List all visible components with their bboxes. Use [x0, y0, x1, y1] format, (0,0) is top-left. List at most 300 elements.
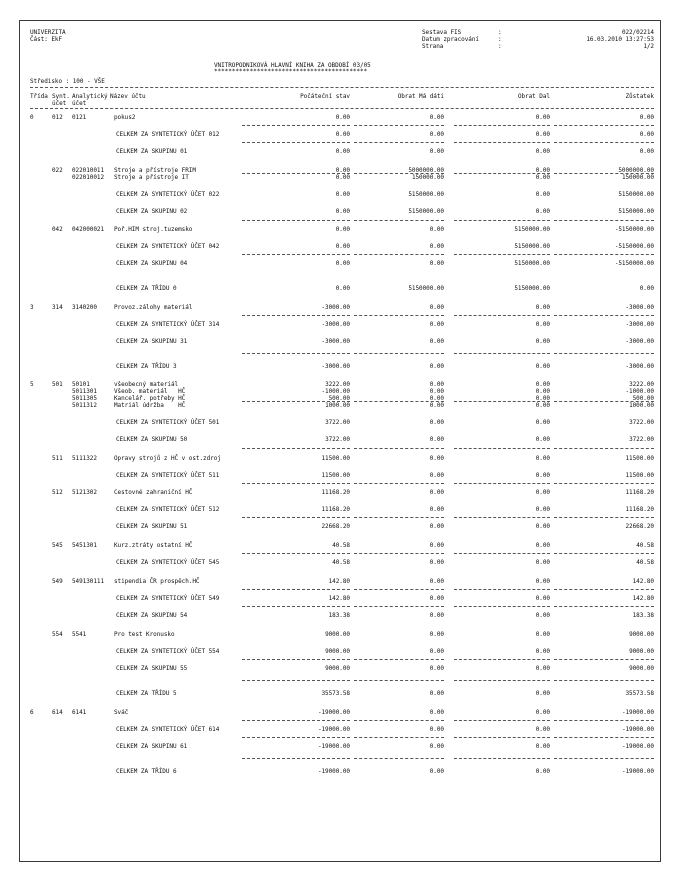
cell-dal: 5150000.00 — [514, 285, 550, 292]
cell-anal: 0121 — [72, 114, 87, 121]
cell-zu: 3222.00 — [629, 381, 654, 388]
cell-zu: 0.00 — [639, 131, 654, 138]
strana-label: Strana — [422, 43, 444, 50]
cell-md: 0.00 — [429, 690, 444, 697]
total-label: CELKEM ZA SYNTETICKÝ ÚČET 022 — [116, 191, 220, 198]
cell-md: 0.00 — [429, 388, 444, 395]
cell-synt: 545 — [52, 542, 63, 549]
col-analyticky: Analytický — [72, 93, 108, 100]
cell-md: 0.00 — [429, 665, 444, 672]
cell-zu: 0.00 — [639, 114, 654, 121]
sestava-value: 022/02214 — [621, 29, 654, 36]
subtotal-rule — [554, 254, 654, 255]
cell-ps: -3000.00 — [321, 363, 350, 370]
cell-anal: 5011312 — [72, 402, 97, 409]
cell-md: 0.00 — [429, 768, 444, 775]
cell-synt: 554 — [52, 631, 63, 638]
colon-2: : — [498, 36, 502, 43]
subtotal-rule — [354, 483, 444, 484]
cell-zu: -5150000.00 — [614, 260, 654, 267]
cell-dal: 0.00 — [535, 726, 550, 733]
cell-zu: -19000.00 — [621, 709, 654, 716]
dept-name: Část: EkF — [30, 36, 63, 43]
cell-dal: 0.00 — [535, 388, 550, 395]
cell-md: 0.00 — [429, 148, 444, 155]
org-name: UNIVERZITA — [30, 29, 66, 36]
cell-dal: 0.00 — [535, 304, 550, 311]
cell-dal: 0.00 — [535, 559, 550, 566]
subtotal-rule — [354, 737, 444, 738]
cell-md: 0.00 — [429, 631, 444, 638]
subtotal-rule — [354, 553, 444, 554]
cell-dal: 0.00 — [535, 489, 550, 496]
subtotal-rule — [454, 254, 550, 255]
cell-ps: 0.00 — [335, 114, 350, 121]
report-page — [19, 20, 661, 862]
subtotal-rule — [242, 659, 350, 660]
total-label: CELKEM ZA TŘÍDU 5 — [116, 690, 177, 697]
total-label: CELKEM ZA SKUPINU 01 — [116, 148, 188, 155]
account-name: pokus2 — [114, 114, 136, 121]
subtotal-rule — [554, 220, 654, 221]
report-title: VNITROPODNIKOVÁ HLAVNÍ KNIHA ZA OBDOBÍ 03/05 — [214, 62, 371, 69]
subtotal-rule — [454, 758, 550, 759]
cell-anal: 3140200 — [72, 304, 97, 311]
cell-zu: 142.80 — [632, 595, 654, 602]
subtotal-rule — [454, 589, 550, 590]
subtotal-rule — [454, 220, 550, 221]
col-zustatek: Zůstatek — [625, 93, 654, 100]
cell-anal: 5011305 — [72, 395, 97, 402]
cell-md: 0.00 — [429, 395, 444, 402]
cell-dal: 0.00 — [535, 436, 550, 443]
cell-ps: 0.00 — [335, 131, 350, 138]
cell-zu: 5150000.00 — [618, 191, 654, 198]
cell-zu: 40.58 — [636, 559, 654, 566]
cell-ps: -3000.00 — [321, 304, 350, 311]
total-label: CELKEM ZA SYNTETICKÝ ÚČET 501 — [116, 419, 220, 426]
cell-zu: 142.80 — [632, 578, 654, 585]
cell-zu: -19000.00 — [621, 743, 654, 750]
col-ucet-2: účet — [72, 100, 87, 107]
subtotal-rule — [454, 553, 550, 554]
cell-ps: 11168.20 — [321, 506, 350, 513]
cell-md: 0.00 — [429, 338, 444, 345]
cell-ps: 11500.00 — [321, 472, 350, 479]
strana-value: 1/2 — [643, 43, 654, 50]
cell-ps: 0.00 — [335, 226, 350, 233]
subtotal-rule — [354, 517, 444, 518]
subtotal-rule — [454, 125, 550, 126]
total-label: CELKEM ZA SYNTETICKÝ ÚČET 511 — [116, 472, 220, 479]
total-label: CELKEM ZA SKUPINU 31 — [116, 338, 188, 345]
cell-dal: 0.00 — [535, 455, 550, 462]
cell-anal: 5011301 — [72, 388, 97, 395]
cell-dal: 0.00 — [535, 395, 550, 402]
cell-dal: 0.00 — [535, 148, 550, 155]
subtotal-rule — [554, 553, 654, 554]
subtotal-rule — [242, 315, 350, 316]
cell-dal: 0.00 — [535, 131, 550, 138]
col-trida: Třída — [30, 93, 48, 100]
cell-ps: -19000.00 — [317, 743, 350, 750]
cell-synt: 314 — [52, 304, 63, 311]
col-dal: Obrat Dal — [517, 93, 550, 100]
col-pocatecni: Počáteční stav — [300, 93, 350, 100]
cell-trida: 5 — [30, 381, 34, 388]
cell-ps: 3222.00 — [325, 381, 350, 388]
cell-zu: -19000.00 — [621, 726, 654, 733]
cell-dal: 0.00 — [535, 578, 550, 585]
subtotal-rule — [354, 680, 444, 681]
subtotal-rule — [554, 125, 654, 126]
col-synt: Synt. — [52, 93, 70, 100]
cell-md: 0.00 — [429, 542, 444, 549]
account-name: Provoz.zálohy materiál — [114, 304, 193, 311]
cell-dal: 5150000.00 — [514, 243, 550, 250]
cell-zu: 183.38 — [632, 612, 654, 619]
title-stars: ******************************************* — [214, 68, 368, 75]
cell-ps: 9000.00 — [325, 631, 350, 638]
subtotal-rule — [242, 720, 350, 721]
total-label: CELKEM ZA SKUPINU 61 — [116, 743, 188, 750]
cell-dal: 0.00 — [535, 402, 550, 409]
cell-zu: 5000000.00 — [618, 167, 654, 174]
subtotal-rule — [554, 758, 654, 759]
account-name: Pro test Kronusko — [114, 631, 175, 638]
subtotal-rule — [242, 680, 350, 681]
stredisko: Středisko : 100 - VŠE — [30, 78, 105, 85]
cell-ps: -3000.00 — [321, 338, 350, 345]
cell-md: 0.00 — [429, 709, 444, 716]
subtotal-rule — [354, 220, 444, 221]
account-name: všeobecný materiál — [114, 381, 179, 388]
account-name: Cestovné zahraniční HČ — [114, 489, 193, 496]
subtotal-rule — [354, 589, 444, 590]
cell-ps: 9000.00 — [325, 648, 350, 655]
cell-zu: 0.00 — [639, 285, 654, 292]
cell-zu: -3000.00 — [625, 304, 654, 311]
cell-md: 0.00 — [429, 612, 444, 619]
cell-zu: 5150000.00 — [618, 208, 654, 215]
subtotal-rule — [354, 353, 444, 354]
total-label: CELKEM ZA SYNTETICKÝ ÚČET 549 — [116, 595, 220, 602]
datum-label: Datum zpracování — [422, 36, 479, 43]
cell-anal: 5541 — [72, 631, 87, 638]
cell-zu: 500.00 — [632, 395, 654, 402]
cell-zu: -3000.00 — [625, 338, 654, 345]
col-nazev: Název účtu — [110, 93, 146, 100]
total-label: CELKEM ZA SYNTETICKÝ ÚČET 314 — [116, 321, 220, 328]
cell-dal: 5150000.00 — [514, 226, 550, 233]
cell-synt: 511 — [52, 455, 63, 462]
cell-dal: 0.00 — [535, 506, 550, 513]
subtotal-rule — [242, 606, 350, 607]
total-label: CELKEM ZA SYNTETICKÝ ÚČET 012 — [116, 131, 220, 138]
subtotal-rule — [454, 606, 550, 607]
subtotal-rule — [554, 142, 654, 143]
cell-dal: 5150000.00 — [514, 260, 550, 267]
cell-anal: 549130111 — [72, 578, 105, 585]
cell-anal: 5451301 — [72, 542, 97, 549]
cell-trida: 6 — [30, 709, 34, 716]
cell-zu: 0.00 — [639, 148, 654, 155]
cell-md: 0.00 — [429, 523, 444, 530]
cell-dal: 0.00 — [535, 768, 550, 775]
cell-md: 0.00 — [429, 363, 444, 370]
account-name: Kancelář. potřeby HČ — [114, 395, 186, 402]
cell-ps: 9000.00 — [325, 665, 350, 672]
cell-anal: 50101 — [72, 381, 90, 388]
total-label: CELKEM ZA SYNTETICKÝ ÚČET 512 — [116, 506, 220, 513]
cell-dal: 0.00 — [535, 595, 550, 602]
cell-ps: 500.00 — [328, 395, 350, 402]
subtotal-rule — [354, 758, 444, 759]
cell-md: 5000000.00 — [408, 167, 444, 174]
account-name: Stroje a přístroje FRIM — [114, 167, 196, 174]
cell-dal: 0.00 — [535, 542, 550, 549]
total-label: CELKEM ZA TŘÍDU 0 — [116, 285, 177, 292]
cell-ps: 11500.00 — [321, 455, 350, 462]
cell-ps: 0.00 — [335, 191, 350, 198]
cell-md: 0.00 — [429, 648, 444, 655]
cell-anal: 042000021 — [72, 226, 105, 233]
subtotal-rule — [554, 659, 654, 660]
cell-md: 0.00 — [429, 726, 444, 733]
subtotal-rule — [354, 315, 444, 316]
cell-ps: 40.58 — [332, 542, 350, 549]
col-md: Obrat Má dáti — [397, 93, 444, 100]
columns-divider — [30, 108, 654, 109]
subtotal-rule — [354, 448, 444, 449]
cell-ps: 0.00 — [335, 243, 350, 250]
cell-dal: 0.00 — [535, 167, 550, 174]
cell-md: 0.00 — [429, 743, 444, 750]
cell-zu: 40.58 — [636, 542, 654, 549]
cell-ps: 183.38 — [328, 612, 350, 619]
datum-value: 16.03.2010 13:27:53 — [586, 36, 654, 43]
cell-ps: 142.80 — [328, 578, 350, 585]
cell-dal: 0.00 — [535, 174, 550, 181]
cell-md: 0.00 — [429, 243, 444, 250]
subtotal-rule — [454, 659, 550, 660]
cell-md: 0.00 — [429, 506, 444, 513]
cell-dal: 0.00 — [535, 690, 550, 697]
account-name: Všeob. materiál HČ — [114, 388, 186, 395]
cell-md: 0.00 — [429, 455, 444, 462]
cell-ps: 11168.20 — [321, 489, 350, 496]
cell-ps: 22668.20 — [321, 523, 350, 530]
total-label: CELKEM ZA SKUPINU 54 — [116, 612, 188, 619]
cell-synt: 501 — [52, 381, 63, 388]
total-label: CELKEM ZA SKUPINU 55 — [116, 665, 188, 672]
cell-dal: 0.00 — [535, 472, 550, 479]
cell-dal: 0.00 — [535, 363, 550, 370]
cell-ps: 0.00 — [335, 285, 350, 292]
cell-zu: 11168.20 — [625, 506, 654, 513]
subtotal-rule — [242, 553, 350, 554]
account-name: Kurz.ztráty ostatní HČ — [114, 542, 193, 549]
subtotal-rule — [242, 737, 350, 738]
cell-md: 0.00 — [429, 489, 444, 496]
cell-anal: 5111322 — [72, 455, 97, 462]
subtotal-rule — [354, 720, 444, 721]
colon-3: : — [498, 43, 502, 50]
cell-ps: -19000.00 — [317, 768, 350, 775]
subtotal-rule — [454, 315, 550, 316]
cell-synt: 042 — [52, 226, 63, 233]
cell-md: 0.00 — [429, 559, 444, 566]
subtotal-rule — [354, 254, 444, 255]
cell-zu: 11500.00 — [625, 472, 654, 479]
subtotal-rule — [242, 448, 350, 449]
total-label: CELKEM ZA SYNTETICKÝ ÚČET 042 — [116, 243, 220, 250]
subtotal-rule — [242, 125, 350, 126]
subtotal-rule — [454, 448, 550, 449]
subtotal-rule — [242, 142, 350, 143]
total-label: CELKEM ZA TŘÍDU 3 — [116, 363, 177, 370]
cell-md: 0.00 — [429, 131, 444, 138]
cell-zu: -3000.00 — [625, 321, 654, 328]
cell-dal: 0.00 — [535, 338, 550, 345]
account-name: Poř.HIM stroj.tuzemsko — [114, 226, 193, 233]
cell-zu: 35573.58 — [625, 690, 654, 697]
cell-dal: 0.00 — [535, 709, 550, 716]
cell-zu: 3722.00 — [629, 436, 654, 443]
cell-zu: 150000.00 — [621, 174, 654, 181]
subtotal-rule — [554, 517, 654, 518]
subtotal-rule — [454, 680, 550, 681]
subtotal-rule — [354, 142, 444, 143]
subtotal-rule — [354, 606, 444, 607]
cell-dal: 0.00 — [535, 114, 550, 121]
subtotal-rule — [554, 680, 654, 681]
account-name: Stroje a přístroje IT — [114, 174, 189, 181]
total-label: CELKEM ZA TŘÍDU 6 — [116, 768, 177, 775]
cell-dal: 0.00 — [535, 321, 550, 328]
subtotal-rule — [242, 758, 350, 759]
cell-dal: 0.00 — [535, 665, 550, 672]
cell-md: 0.00 — [429, 304, 444, 311]
subtotal-rule — [242, 589, 350, 590]
cell-dal: 0.00 — [535, 191, 550, 198]
cell-md: 0.00 — [429, 595, 444, 602]
subtotal-rule — [554, 483, 654, 484]
cell-dal: 0.00 — [535, 523, 550, 530]
cell-md: 0.00 — [429, 381, 444, 388]
subtotal-rule — [454, 353, 550, 354]
cell-ps: -3000.00 — [321, 321, 350, 328]
total-label: CELKEM ZA SYNTETICKÝ ÚČET 554 — [116, 648, 220, 655]
total-label: CELKEM ZA SKUPINU 02 — [116, 208, 188, 215]
cell-md: 0.00 — [429, 472, 444, 479]
subtotal-rule — [242, 254, 350, 255]
cell-md: 0.00 — [429, 436, 444, 443]
cell-zu: 9000.00 — [629, 631, 654, 638]
cell-dal: 0.00 — [535, 631, 550, 638]
cell-synt: 614 — [52, 709, 63, 716]
cell-dal: 0.00 — [535, 381, 550, 388]
cell-synt: 012 — [52, 114, 63, 121]
cell-zu: 3722.00 — [629, 419, 654, 426]
subtotal-rule — [354, 125, 444, 126]
account-name: stipendia ČR prospěch.HČ — [114, 578, 200, 585]
total-label: CELKEM ZA SKUPINU 04 — [116, 260, 188, 267]
cell-ps: 0.00 — [335, 174, 350, 181]
cell-ps: -1000.00 — [321, 388, 350, 395]
cell-dal: 0.00 — [535, 208, 550, 215]
cell-ps: 0.00 — [335, 167, 350, 174]
cell-trida: 3 — [30, 304, 34, 311]
cell-ps: 40.58 — [332, 559, 350, 566]
account-name: Sváč — [114, 709, 129, 716]
cell-md: 0.00 — [429, 321, 444, 328]
sestava-label: Sestava FIS — [422, 29, 462, 36]
subtotal-rule — [454, 720, 550, 721]
total-label: CELKEM ZA SYNTETICKÝ ÚČET 614 — [116, 726, 220, 733]
subtotal-rule — [554, 720, 654, 721]
account-name: Matriál údržba HČ — [114, 402, 186, 409]
subtotal-rule — [554, 606, 654, 607]
cell-zu: 11168.20 — [625, 489, 654, 496]
cell-md: 5150000.00 — [408, 285, 444, 292]
cell-anal: 022010012 — [72, 174, 105, 181]
total-label: CELKEM ZA SKUPINU 51 — [116, 523, 188, 530]
header-divider — [30, 87, 654, 88]
cell-trida: 0 — [30, 114, 34, 121]
account-name: Opravy strojů z HČ v ost.zdroj — [114, 455, 221, 462]
cell-md: 5150000.00 — [408, 208, 444, 215]
subtotal-rule — [454, 483, 550, 484]
cell-dal: 0.00 — [535, 419, 550, 426]
cell-md: 0.00 — [429, 260, 444, 267]
cell-zu: 22668.20 — [625, 523, 654, 530]
cell-ps: 1000.00 — [325, 402, 350, 409]
subtotal-rule — [242, 353, 350, 354]
subtotal-rule — [554, 315, 654, 316]
cell-ps: -19000.00 — [317, 709, 350, 716]
subtotal-rule — [454, 517, 550, 518]
subtotal-rule — [554, 448, 654, 449]
cell-anal: 6141 — [72, 709, 87, 716]
subtotal-rule — [454, 142, 550, 143]
cell-anal: 5121302 — [72, 489, 97, 496]
total-label: CELKEM ZA SYNTETICKÝ ÚČET 545 — [116, 559, 220, 566]
cell-zu: 9000.00 — [629, 665, 654, 672]
cell-ps: 3722.00 — [325, 436, 350, 443]
subtotal-rule — [554, 353, 654, 354]
subtotal-rule — [242, 220, 350, 221]
cell-zu: -19000.00 — [621, 768, 654, 775]
cell-ps: 0.00 — [335, 148, 350, 155]
cell-zu: -5150000.00 — [614, 226, 654, 233]
cell-dal: 0.00 — [535, 612, 550, 619]
subtotal-rule — [242, 483, 350, 484]
subtotal-rule — [242, 517, 350, 518]
cell-md: 0.00 — [429, 226, 444, 233]
cell-zu: -5150000.00 — [614, 243, 654, 250]
cell-md: 0.00 — [429, 578, 444, 585]
cell-md: 150000.00 — [411, 174, 444, 181]
cell-zu: 11500.00 — [625, 455, 654, 462]
col-ucet-1: účet — [52, 100, 67, 107]
cell-zu: 9000.00 — [629, 648, 654, 655]
subtotal-rule — [554, 589, 654, 590]
cell-ps: -19000.00 — [317, 726, 350, 733]
cell-ps: 3722.00 — [325, 419, 350, 426]
total-label: CELKEM ZA SKUPINU 50 — [116, 436, 188, 443]
cell-md: 0.00 — [429, 419, 444, 426]
